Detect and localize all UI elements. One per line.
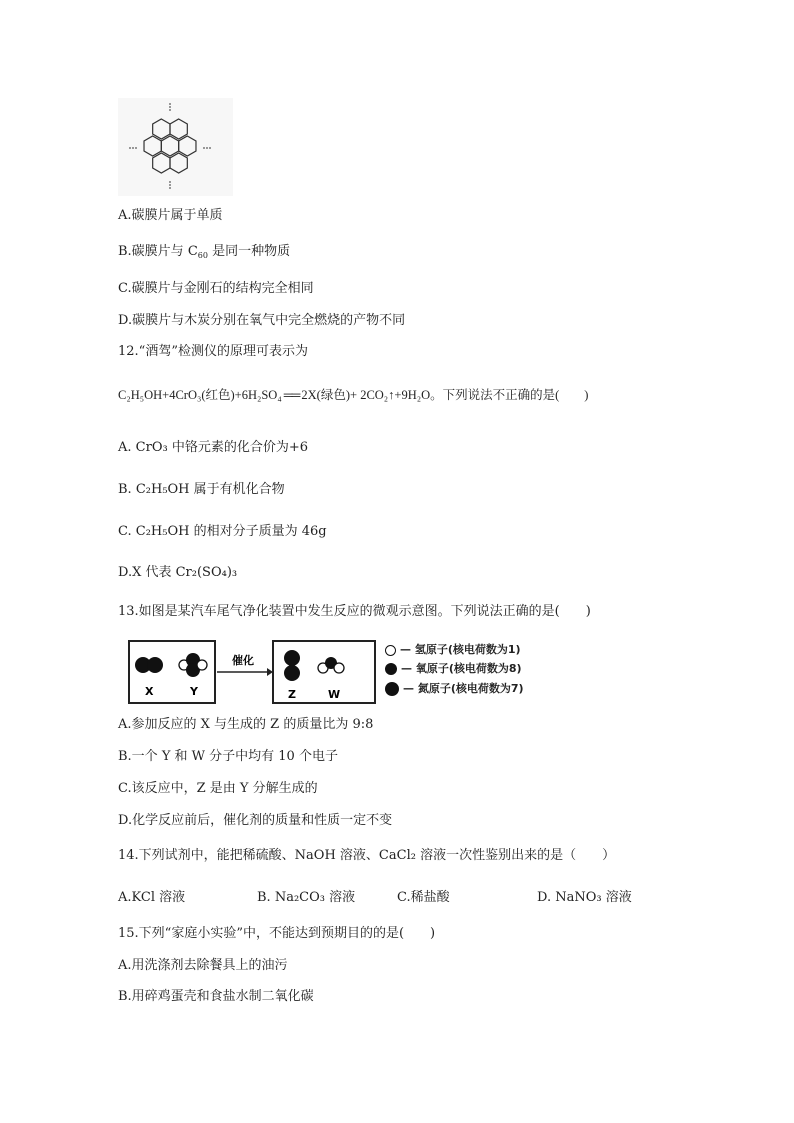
q12-option-a: A. CrO₃ 中铬元素的化合价为+6	[118, 440, 308, 455]
q13-option-a: A.参加反应的 X 与生成的 Z 的质量比为 9:8	[118, 717, 374, 732]
molecule-z-atom	[284, 665, 300, 681]
legend-nitrogen: — 氮原子(核电荷数为7)	[385, 680, 524, 696]
molecule-x-atom	[147, 657, 163, 673]
q12-equation: C₂H₅OH+4CrO₃(红色)+6H₂SO₄ ══ 2X(绿色)+ 2CO₂↑+9H₂O。下列说法不正确的是( )	[118, 388, 589, 402]
catalyst-label: 催化	[232, 654, 254, 667]
molecule-w-atom	[334, 663, 344, 673]
molecule-y-atom	[197, 660, 207, 670]
oxygen-atom-icon	[385, 663, 397, 675]
ellipsis-dot	[169, 103, 171, 105]
label-w: W	[328, 688, 341, 701]
q14-option-c: C.稀盐酸	[397, 890, 450, 905]
q11-option-b: B.碳膜片与 $C_{60}$ 是同一种物质	[118, 244, 291, 260]
q15-option-a: A.用洗涤剂去除餐具上的油污	[118, 958, 288, 973]
q11-option-c: C.碳膜片与金刚石的结构完全相同	[118, 281, 314, 296]
equals-arrow: ══	[283, 388, 300, 402]
q13-stem: 13.如图是某汽车尾气净化装置中发生反应的微观示意图。下列说法正确的是( )	[118, 604, 591, 619]
q14-option-a: A.KCl 溶液	[118, 890, 186, 905]
q14-option-b: B. Na₂CO₃ 溶液	[257, 890, 356, 905]
q12-option-d: D.X 代表 Cr₂(SO₄)₃	[118, 565, 238, 580]
q11-option-d: D.碳膜片与木炭分别在氧气中完全燃烧的产物不同	[118, 313, 406, 328]
legend-hydrogen: — 氢原子(核电荷数为1)	[385, 641, 521, 657]
label-y: Y	[190, 685, 198, 698]
graphene-structure-figure	[118, 98, 233, 196]
q14-option-d: D. NaNO₃ 溶液	[537, 890, 632, 905]
q13-option-b: B.一个 Y 和 W 分子中均有 10 个电子	[118, 749, 338, 764]
q13-option-c: C.该反应中，Z 是由 Y 分解生成的	[118, 781, 318, 796]
q11-option-a: A.碳膜片属于单质	[118, 208, 223, 223]
label-x: X	[145, 685, 154, 698]
q12-option-c: C. C₂H₅OH 的相对分子质量为 46g	[118, 524, 327, 539]
legend-oxygen: — 氧原子(核电荷数为8)	[385, 660, 522, 676]
q15-stem: 15.下列“家庭小实验”中，不能达到预期目的的是( )	[118, 926, 436, 941]
reaction-micro-diagram	[128, 638, 378, 706]
q12-option-b: B. C₂H₅OH 属于有机化合物	[118, 482, 285, 497]
q15-option-b: B.用碎鸡蛋壳和食盐水制二氧化碳	[118, 989, 314, 1004]
q13-option-d: D.化学反应前后，催化剂的质量和性质一定不变	[118, 813, 393, 828]
q14-stem: 14.下列试剂中，能把稀硫酸、NaOH 溶液、CaCl₂ 溶液一次性鉴别出来的是（ ）	[118, 848, 616, 863]
hydrogen-atom-icon	[385, 645, 396, 656]
nitrogen-atom-icon	[385, 682, 399, 696]
label-z: Z	[288, 688, 296, 701]
molecule-z-atom	[284, 650, 300, 666]
q12-stem: 12.“酒驾”检测仪的原理可表示为	[118, 344, 308, 359]
